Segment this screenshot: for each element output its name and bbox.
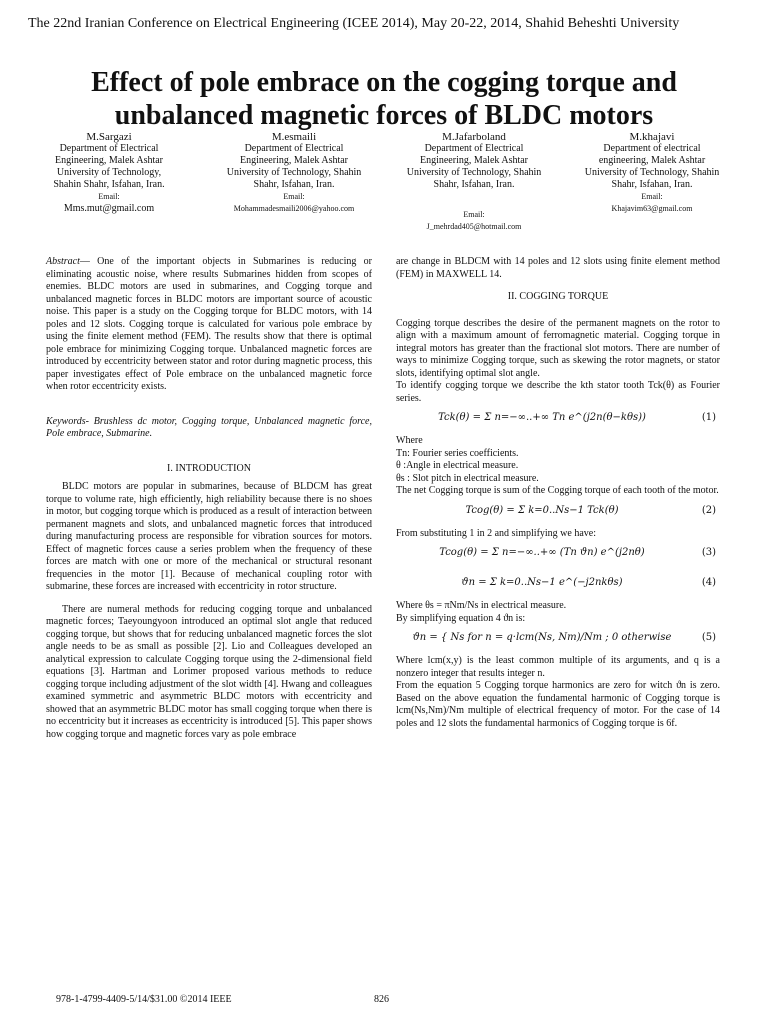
equation-5-number: (5) [701, 632, 716, 643]
intro-paragraph-2: There are numeral methods for reducing cogging torque and unbalanced magnetic forces; Taeyoungyoon introduced an optimal slot angle that reduced cogging torque, but shows that for reducing unbalanced magnetic forces the slot angle needs to be as small as possible [2]. Lio and Colleagues developed an analytical expression to calculate Cogging torque using the 2-dimensional field equations [3]. Hartman and Lorimer proposed various methods to reduce cogging torque including adjustment of the slot width [4]. Hwang and colleagues examined symmetric and asymmetric BLDC motors with eccentricity and showed that an asymmetric BLDC motor has small cogging torque when there is no eccentricity but it increases as eccentricity is introduced [5]. This paper shows how cogging torque and magnetic forces vary as pole embrace [46, 603, 372, 740]
equation-1-number: (1) [701, 412, 716, 423]
equation-2-body: Tcog(θ) = Σ k=0..Ns−1 Tck(θ) [465, 504, 619, 516]
continued-paragraph: are change in BLDCM with 14 poles and 12 slots using finite element method (FEM) in MAXWELL 14. [396, 256, 720, 280]
definition-theta-s: θs : Slot pitch in electrical measure. [396, 472, 539, 484]
left-column [46, 256, 372, 741]
where-label: Where [396, 435, 423, 446]
author-block-1 [44, 131, 174, 215]
author-email: Khajavim63@gmail.com [611, 204, 693, 213]
simplifying-text: By simplifying equation 4 ϑn is: [396, 612, 526, 624]
author-block-4 [584, 131, 720, 215]
section-heading-cogging-torque: II. COGGING TORQUE [507, 291, 609, 302]
cogging-paragraph-1: Cogging torque describes the desire of the permanent magnets on the rotor to align with a maximum amount of ferromagnetic material. Cogging torque in integral motors has greater than the fractional slot motors. There are number of ways to minimize Cogging torque, such as skewing the rotor magnets, or stator slots, identifying optimal slot angle. [396, 317, 720, 379]
author-email-label: Email: [283, 192, 305, 201]
substitution-text: From substituting 1 in 2 and simplifying we have: [396, 527, 596, 539]
equation-3-number: (3) [701, 547, 716, 558]
author-name: M.khajavi [629, 131, 675, 143]
abstract [46, 256, 372, 394]
equation-4 [396, 570, 720, 600]
footer-page-number: 826 [374, 994, 389, 1005]
author-name: M.Sargazi [86, 131, 132, 143]
author-affiliation: Department of electrical engineering, Malek Ashtar University of Technology, Shahin Shahr, Isfahan, Iran. [584, 143, 720, 190]
author-block-3 [406, 131, 542, 233]
author-affiliation: Department of Electrical Engineering, Malek Ashtar University of Technology, Shahin Shahr, Isfahan, Iran. [53, 143, 165, 190]
section-heading-introduction: I. INTRODUCTION [167, 462, 251, 474]
footer-copyright: 978-1-4799-4409-5/14/$31.00 ©2014 IEEE [56, 994, 232, 1005]
equation-3 [396, 540, 720, 570]
equation-3-body: Tcog(θ) = Σ n=−∞..+∞ (Tn ϑn) e^(j2nθ) [439, 547, 645, 558]
definition-theta: θ :Angle in electrical measure. [396, 460, 519, 471]
author-affiliation: Department of Electrical Engineering, Malek Ashtar University of Technology, Shahin Shahr, Isfahan, Iran. [226, 143, 362, 190]
equation-5 [396, 625, 720, 655]
lcm-definition-text: Where lcm(x,y) is the least common multiple of its arguments, and q is a nonzero integer that results integer n. [396, 655, 720, 679]
equation-4-body: ϑn = Σ k=0..Ns−1 e^(−j2nkθs) [461, 577, 623, 588]
equation-2-number: (2) [701, 504, 716, 516]
equation-5-body: ϑn = { Ns for n = q·lcm(Ns, Nm)/Nm ; 0 otherwise [412, 632, 672, 643]
author-block-2 [226, 131, 362, 215]
author-email: J_mehrdad405@hotmail.com [426, 222, 522, 231]
net-cogging-text: The net Cogging torque is sum of the Cogging torque of each tooth of the motor. [396, 485, 719, 496]
intro-paragraph-1: BLDC motors are popular in submarines, because of BLDCM has great torque to volume rate, high efficiently, high reliability because there is no shoes in motor, but cogging torque which is produced as a result of interaction between permanent magnets and slots, and unbalanced magnetic forces that introduced during manufacturing process are responsible for vibration sources for motors. Effect of magnetic forces cause a series problem when the frequency of these forces are match with one or more of the mechanical or structural resonant frequencies in the motor [1]. Because of mechanical coupling rotor with submarine, these forces are increased with eccentricity in rotor structure. [46, 481, 372, 592]
author-email-label: Email: [463, 210, 485, 219]
equation-1 [396, 405, 720, 435]
equation-1-body: Tck(θ) = Σ n=−∞..+∞ Tn e^(j2n(θ−kθs)) [438, 412, 646, 423]
definition-tn: Tn: Fourier series coefficients. [396, 447, 519, 459]
where-theta-s-text: Where θs = πNm/Ns in electrical measure. [396, 600, 567, 611]
author-name: M.esmaili [271, 131, 317, 143]
author-email-label: Email: [98, 192, 120, 201]
title-line-1: Effect of pole embrace on the cogging torque and [91, 67, 677, 98]
author-email: Mohammadesmaili2006@yahoo.com [233, 204, 355, 213]
cogging-paragraph-2: To identify cogging torque we describe the kth stator tooth Tck(θ) as Fourier series. [396, 380, 720, 404]
conference-header: The 22nd Iranian Conference on Electrical Engineering (ICEE 2014), May 20-22, 2014, Shahid Beheshti University [28, 16, 680, 31]
right-column [396, 256, 720, 730]
author-email: Mms.mut@gmail.com [63, 203, 155, 214]
title-line-2: unbalanced magnetic forces of BLDC motors [114, 100, 654, 131]
equation-4-number: (4) [701, 577, 716, 588]
equation-2 [396, 498, 720, 528]
keywords: Keywords- Brushless dc motor, Cogging torque, Unbalanced magnetic force, Pole embrace, Submarine. [46, 415, 372, 439]
paper-title [20, 66, 748, 132]
author-affiliation: Department of Electrical Engineering, Malek Ashtar University of Technology, Shahin Shahr, Isfahan, Iran. [406, 143, 542, 190]
author-email-label: Email: [641, 192, 663, 201]
abstract-text: — One of the important objects in Submarines is reducing or eliminating acoustic noise, where results Submarines hidden from scopes of enemies. BLDC motors are used in submarines, and Cogging torque and unbalanced magnetic forces in BLDC motors are important source of acoustic noise. This paper is a study on the Cogging torque for BLDC motors, with 14 poles and 12 slots. Cogging torque is calculated for various pole embrace by using the finite element method (FEM). The results show that there is optimal pole embrace for minimizing Cogging torque. Unbalanced magnetic forces are introduced by eccentricity between stator and rotor during magnetic process, this paper investigates effect of Pole embrace on the unbalanced magnetic force when rotor eccentricity exists. [46, 256, 372, 392]
harmonics-text: From the equation 5 Cogging torque harmonics are zero for witch ϑn is zero. Based on the above equation the fundamental harmonic of Cogging torque is lcm(Ns,Nm)/Nm multiple of electrical frequency of motor. For the case of 14 poles and 12 slots the fundamental harmonics of Cogging torque is 6f. [396, 680, 720, 729]
abstract-label: Abstract [46, 256, 80, 267]
author-name: M.Jafarboland [442, 131, 506, 143]
